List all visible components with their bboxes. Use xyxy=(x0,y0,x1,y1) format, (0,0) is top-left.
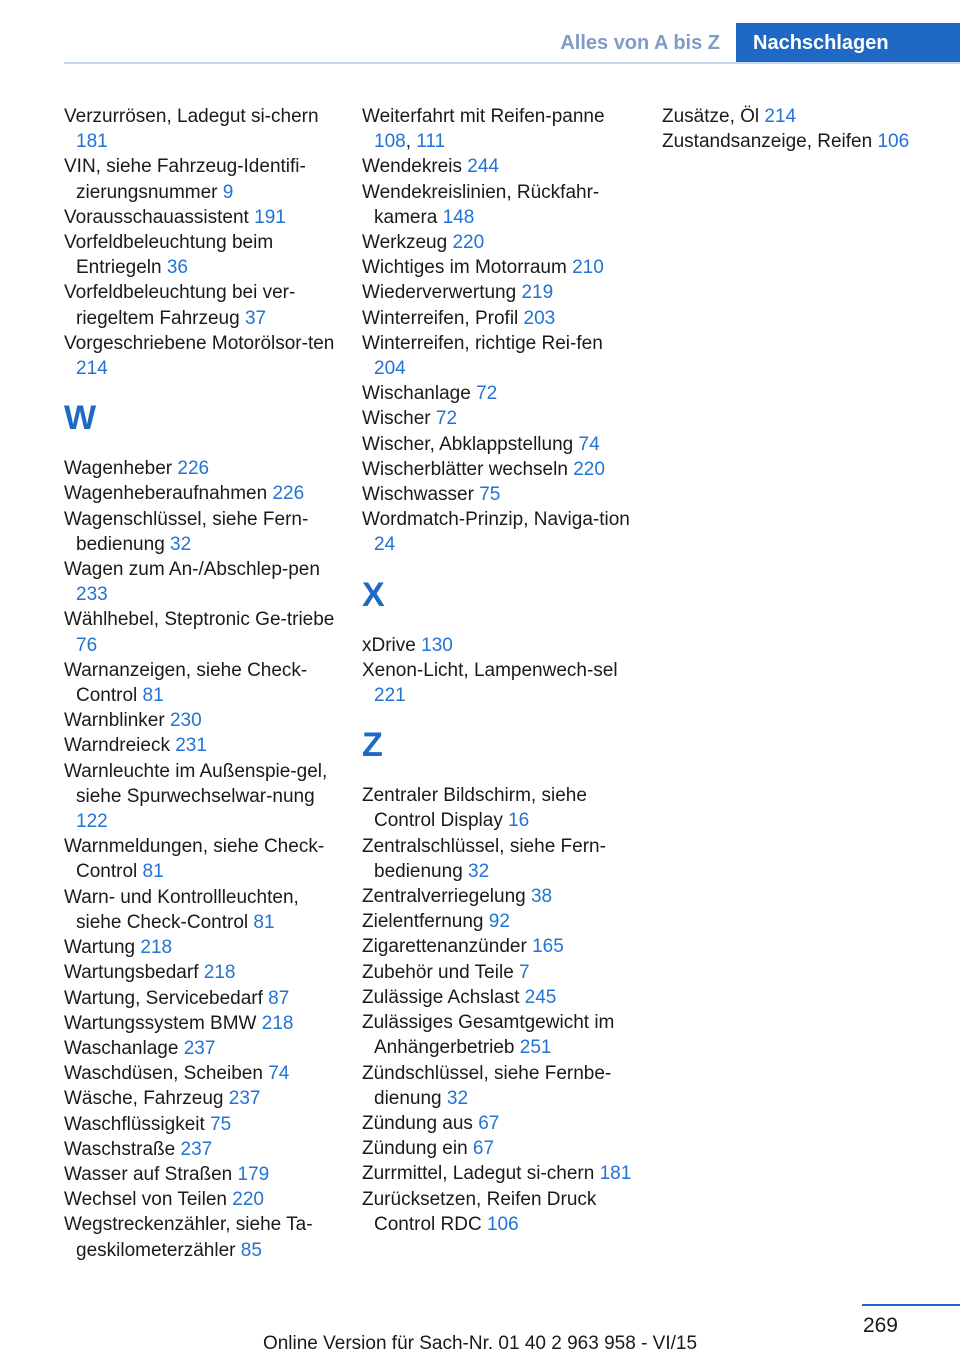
entry-term: Wischerblätter wechseln xyxy=(362,458,574,480)
entry-term: Warnleuchte im Außenspie-gel, siehe Spurwechselwar-nung xyxy=(64,760,328,807)
page-link[interactable]: 32 xyxy=(170,533,192,555)
page-link[interactable]: 237 xyxy=(228,1088,261,1110)
index-entry xyxy=(362,104,634,154)
entry-term: Zielentfernung xyxy=(362,911,489,933)
entry-term: Warnmeldungen, siehe Check-Control xyxy=(64,836,325,883)
index-entry xyxy=(362,482,634,507)
index-entry xyxy=(64,834,336,884)
entry-term: Wischer xyxy=(362,408,436,430)
entry-term: Zulässige Achslast xyxy=(362,986,525,1008)
entry-term: Wagenheber xyxy=(64,458,178,480)
entry-term: Wordmatch-Prinzip, Naviga-tion xyxy=(362,509,630,531)
entry-term: Vorausschauassistent xyxy=(64,206,255,228)
index-entry xyxy=(662,129,952,154)
index-entry xyxy=(362,230,634,255)
page-link[interactable]: 74 xyxy=(578,433,600,455)
page-link[interactable]: 74 xyxy=(268,1063,290,1085)
page-link[interactable]: 220 xyxy=(232,1189,264,1211)
entry-term: Wischanlage xyxy=(362,383,477,405)
entry-term: Warndreieck xyxy=(64,735,176,757)
index-column-2 xyxy=(362,104,634,1237)
page-link[interactable]: 220 xyxy=(573,458,605,480)
entry-term: Zündung ein xyxy=(362,1138,473,1160)
entry-term: Winterreifen, richtige Rei-fen xyxy=(362,332,603,354)
entry-term: Wegstreckenzähler, siehe Ta-geskilometerzähler xyxy=(64,1214,313,1261)
index-entry xyxy=(64,986,336,1011)
page-separator: , xyxy=(405,131,417,153)
entry-term: Wechsel von Teilen xyxy=(64,1189,233,1211)
page-link[interactable]: 226 xyxy=(177,458,210,480)
page-link[interactable]: 36 xyxy=(166,257,188,279)
entry-term: Zurrmittel, Ladegut si-chern xyxy=(362,1163,600,1185)
entry-term: Zentralverriegelung xyxy=(362,886,531,908)
entry-group xyxy=(362,633,634,709)
entry-term: Waschstraße xyxy=(64,1138,181,1160)
page-link[interactable]: 32 xyxy=(468,860,490,882)
page-link[interactable]: 165 xyxy=(532,936,564,958)
page-link[interactable]: 237 xyxy=(183,1037,216,1059)
page-link[interactable]: 233 xyxy=(76,584,108,606)
section-letter-x: X xyxy=(362,575,385,614)
entry-group xyxy=(362,783,634,1237)
page-link[interactable]: 108 xyxy=(374,131,406,153)
page-link[interactable]: 75 xyxy=(210,1113,232,1135)
index-entry xyxy=(362,1187,634,1237)
index-entry xyxy=(362,432,634,457)
page-link[interactable]: 130 xyxy=(421,634,453,656)
entry-group xyxy=(662,104,952,154)
page-link[interactable]: 221 xyxy=(374,685,406,707)
index-entry xyxy=(362,406,634,431)
index-entry xyxy=(362,381,634,406)
index-entry xyxy=(362,934,634,959)
page-link[interactable]: 181 xyxy=(599,1163,632,1185)
page-link[interactable]: 72 xyxy=(435,408,458,430)
index-entry xyxy=(362,255,634,280)
page-link[interactable]: 32 xyxy=(446,1087,469,1109)
index-entry xyxy=(64,885,336,935)
entry-term: Werkzeug xyxy=(362,232,453,254)
entry-group xyxy=(362,104,634,558)
entry-term: Waschdüsen, Scheiben xyxy=(64,1063,269,1085)
header-divider xyxy=(64,62,960,64)
entry-term: Weiterfahrt mit Reifen-panne xyxy=(362,106,605,127)
footer-divider xyxy=(862,1304,960,1306)
entry-term: Zigarettenanzünder xyxy=(362,936,533,958)
page-link[interactable]: 251 xyxy=(519,1037,552,1059)
entry-term: Zustandsanzeige, Reifen xyxy=(662,131,878,153)
page-number: 269 xyxy=(862,1314,898,1337)
entry-term: Verzurrösen, Ladegut si-chern xyxy=(64,106,319,127)
header-section-title: Alles von A bis Z xyxy=(560,32,720,54)
entry-term: Wartung xyxy=(64,937,141,959)
page-link[interactable]: 226 xyxy=(272,483,305,505)
index-entry xyxy=(362,457,634,482)
index-entry xyxy=(64,960,336,985)
entry-term: Wartungssystem BMW xyxy=(64,1012,262,1034)
index-entry xyxy=(64,331,336,381)
index-entry xyxy=(64,1086,336,1111)
footer-note: Online Version für Sach-Nr. 01 40 2 963 958 - VI/15 xyxy=(262,1333,698,1354)
index-column-3 xyxy=(662,104,952,154)
page-link[interactable]: 16 xyxy=(508,810,530,832)
page-link[interactable]: 37 xyxy=(244,307,267,329)
page-link[interactable]: 218 xyxy=(261,1012,294,1034)
index-entry xyxy=(64,205,336,230)
index-entry xyxy=(64,1137,336,1162)
page-link[interactable]: 230 xyxy=(169,710,202,732)
index-entry xyxy=(362,1010,634,1060)
entry-term: VIN, siehe Fahrzeug-Identifi-zierungsnummer xyxy=(64,156,306,203)
entry-term: Warnanzeigen, siehe Check-Control xyxy=(64,659,308,707)
index-entry xyxy=(64,708,336,733)
page-link[interactable]: 231 xyxy=(175,735,207,757)
index-entry xyxy=(64,1036,336,1061)
entry-term: Warn- und Kontrollleuchten, siehe Check-Control xyxy=(64,886,299,933)
page-link[interactable]: 85 xyxy=(240,1239,262,1261)
page-link[interactable]: 9 xyxy=(222,181,234,203)
entry-term: Wagen zum An-/Abschlep-pen xyxy=(64,559,320,581)
page-link[interactable]: 245 xyxy=(524,986,557,1008)
index-entry xyxy=(64,935,336,960)
entry-term: Wasser auf Straßen xyxy=(64,1163,238,1185)
index-entry xyxy=(362,960,634,985)
index-column-1 xyxy=(64,104,336,1263)
entry-term: Wischer, Abklappstellung xyxy=(362,433,579,455)
index-entry xyxy=(64,1011,336,1036)
index-entry xyxy=(64,557,336,607)
index-entry xyxy=(362,985,634,1010)
index-entry xyxy=(64,481,336,506)
entry-term: Xenon-Licht, Lampenwech-sel xyxy=(362,659,618,681)
header-chapter-tab: Nachschlagen xyxy=(736,23,960,63)
page-link[interactable]: 210 xyxy=(572,257,604,279)
index-entry xyxy=(662,104,952,129)
entry-term: Wendekreislinien, Rückfahr-kamera xyxy=(362,181,600,228)
page-link[interactable]: 92 xyxy=(488,911,510,933)
entry-term: Wagenschlüssel, siehe Fern-bedienung xyxy=(64,508,309,555)
index-entry xyxy=(64,1112,336,1137)
index-entry xyxy=(362,306,634,331)
index-entry xyxy=(64,759,336,835)
page-link[interactable]: 81 xyxy=(253,911,275,933)
index-entry xyxy=(64,1187,336,1212)
index-entry xyxy=(362,783,634,833)
page-link[interactable]: 191 xyxy=(254,206,286,228)
entry-term: Wäsche, Fahrzeug xyxy=(64,1088,229,1110)
page-link[interactable]: 181 xyxy=(76,131,108,153)
index-entry xyxy=(362,658,634,708)
page-link[interactable]: 218 xyxy=(203,962,236,984)
index-entry xyxy=(64,607,336,657)
page-link[interactable]: 67 xyxy=(478,1112,500,1134)
page-link[interactable]: 214 xyxy=(764,106,797,127)
index-entry xyxy=(64,733,336,758)
index-entry xyxy=(362,154,634,179)
entry-term: Zündschlüssel, siehe Fernbe-dienung xyxy=(362,1062,612,1109)
index-entry xyxy=(362,909,634,934)
entry-term: Wiederverwertung xyxy=(362,282,522,304)
entry-term: Vorgeschriebene Motorölsor-ten xyxy=(64,332,335,354)
entry-term: Zusätze, Öl xyxy=(662,106,765,127)
page-link[interactable]: 219 xyxy=(521,282,554,304)
entry-term: Wählhebel, Steptronic Ge-triebe xyxy=(64,609,335,631)
page-link[interactable]: 72 xyxy=(476,383,498,405)
page-link[interactable]: 111 xyxy=(416,131,446,153)
page-link[interactable]: 81 xyxy=(142,861,164,883)
index-entry xyxy=(64,230,336,280)
entry-term: Wichtiges im Motorraum xyxy=(362,257,573,279)
entry-term: Vorfeldbeleuchtung bei ver-riegeltem Fahrzeug xyxy=(64,282,296,329)
entry-term: Zentralschlüssel, siehe Fern-bedienung xyxy=(362,835,606,882)
index-entry xyxy=(362,633,634,658)
page-link[interactable]: 24 xyxy=(374,534,396,556)
entry-term: Zurücksetzen, Reifen Druck Control RDC xyxy=(362,1188,597,1235)
page-link[interactable]: 76 xyxy=(76,634,98,656)
page-link[interactable]: 122 xyxy=(76,811,108,833)
index-entry xyxy=(362,1161,634,1186)
index-entry xyxy=(64,456,336,481)
page-link[interactable]: 218 xyxy=(140,937,173,959)
page-link[interactable]: 75 xyxy=(479,484,501,506)
page-link[interactable]: 203 xyxy=(523,307,556,329)
page-link[interactable]: 7 xyxy=(519,961,530,983)
page-link[interactable]: 87 xyxy=(268,987,290,1009)
index-entry xyxy=(362,834,634,884)
page-link[interactable]: 179 xyxy=(237,1163,270,1185)
entry-term: xDrive xyxy=(362,634,422,656)
page-link[interactable]: 220 xyxy=(452,232,485,254)
entry-term: Zentraler Bildschirm, siehe Control Display xyxy=(362,785,587,832)
index-entry xyxy=(64,1212,336,1262)
index-entry xyxy=(362,1136,634,1161)
section-letter-w: W xyxy=(64,399,97,438)
entry-term: Wagenheberaufnahmen xyxy=(64,483,273,505)
entry-term: Wartungsbedarf xyxy=(64,962,204,984)
index-entry xyxy=(362,280,634,305)
entry-term: Zündung aus xyxy=(362,1112,479,1134)
index-entry xyxy=(64,507,336,557)
section-letter-z: Z xyxy=(362,726,383,765)
page-link[interactable]: 106 xyxy=(486,1213,519,1235)
entry-term: Waschanlage xyxy=(64,1037,184,1059)
page-link[interactable]: 148 xyxy=(442,206,475,228)
entry-term: Wartung, Servicebedarf xyxy=(64,987,269,1009)
page-link[interactable]: 38 xyxy=(530,886,553,908)
index-entry xyxy=(64,280,336,330)
page-link[interactable]: 106 xyxy=(877,131,910,153)
index-entry xyxy=(362,1061,634,1111)
entry-term: Wendekreis xyxy=(362,156,468,178)
entry-group xyxy=(64,104,336,381)
index-entry xyxy=(64,1162,336,1187)
entry-term: Waschflüssigkeit xyxy=(64,1113,211,1135)
page-link[interactable]: 237 xyxy=(180,1138,213,1160)
index-entry xyxy=(64,104,336,154)
index-entry xyxy=(362,884,634,909)
entry-term: Zulässiges Gesamtgewicht im Anhängerbetrieb xyxy=(362,1012,615,1059)
index-entry xyxy=(64,154,336,204)
page-link[interactable]: 244 xyxy=(467,156,499,178)
entry-term: Warnblinker xyxy=(64,710,170,732)
entry-term: Wischwasser xyxy=(362,484,480,506)
index-entry xyxy=(362,1111,634,1136)
entry-group xyxy=(64,456,336,1263)
entry-term: Vorfeldbeleuchtung beim Entriegeln xyxy=(64,232,274,279)
page-link[interactable]: 214 xyxy=(76,358,108,380)
entry-term: Zubehör und Teile xyxy=(362,961,520,983)
page-link[interactable]: 204 xyxy=(374,358,406,380)
page-link[interactable]: 67 xyxy=(472,1138,495,1160)
index-entry xyxy=(64,658,336,708)
index-entry xyxy=(362,331,634,381)
index-entry xyxy=(362,507,634,557)
page-link[interactable]: 81 xyxy=(142,685,164,707)
index-entry xyxy=(64,1061,336,1086)
entry-term: Winterreifen, Profil xyxy=(362,307,524,329)
index-entry xyxy=(362,180,634,230)
